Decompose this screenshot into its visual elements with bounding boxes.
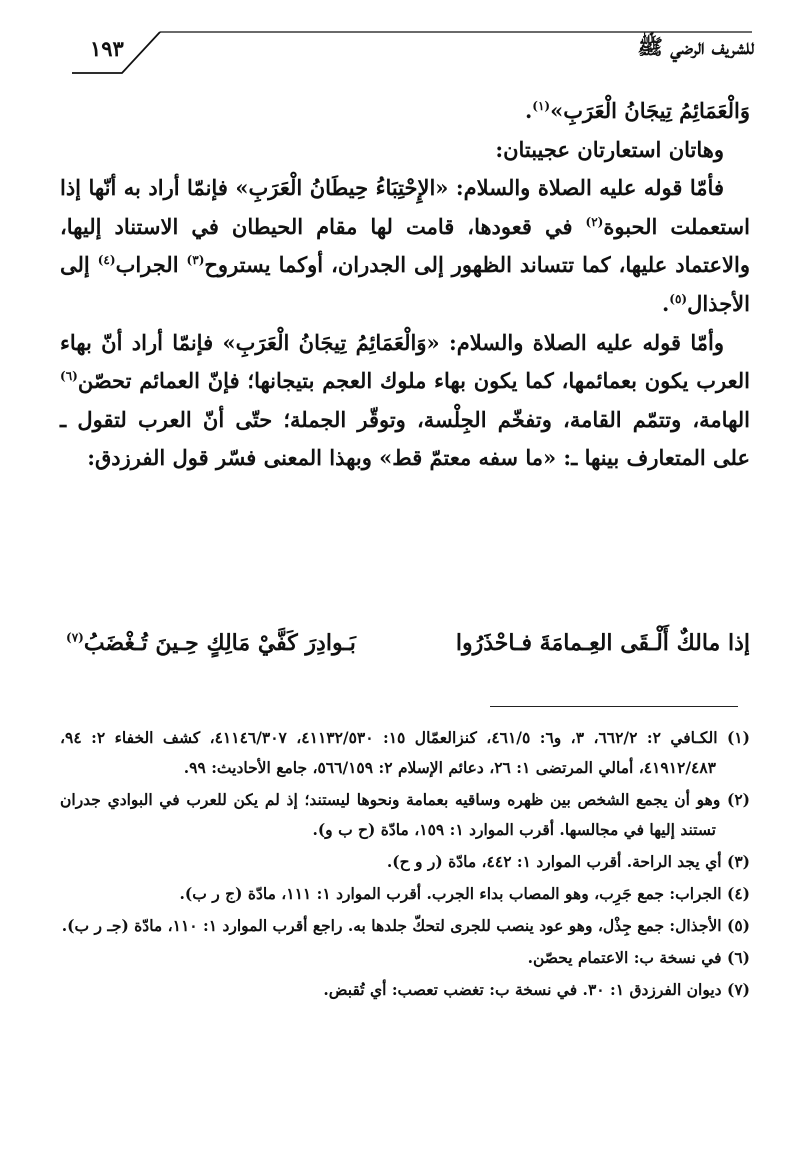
paragraph-1: وَالْعَمَائِمُ تِيجَانُ الْعَرَبِ»$^{(١)}$. xyxy=(524,98,750,123)
footnote-ref-2[interactable]: (٢) xyxy=(585,214,604,229)
footnote-6: (٦) في نسخة ب: الاعتمام يحصّن. xyxy=(527,948,750,967)
footnote-ref-6[interactable]: (٦) xyxy=(60,369,78,384)
footnote-ref-1[interactable]: (١) xyxy=(532,99,551,113)
footnote-ref-7[interactable]: (٧) xyxy=(66,630,84,645)
footnote-7: (٧) ديوان الفرزدق ١: ٣٠. في نسخة ب: تغضب تعصب: أي تُقبض. xyxy=(323,980,750,999)
paragraph-4: وأمّا قوله عليه الصلاة والسلام: «وَالْعَمَائِمُ تِيجَانُ الْعَرَبِ» فإنمّا أراد أنّ بهاء العرب يكون بعمائمها، كما يكون بهاء ملوك العجم بتيجانها؛ فإنّ العمائم تحصّن$^{(٦)}$ الهامة، وتتمّم القامة، وتفخّم الجِلْسة، وتوقّر الجملة؛ حتّى أنّ العرب لتقول ـ على المتعارف بينها ـ: «ما سفه معتمّ قط» وبهذا المعنى فسّر قول الفرزدق: xyxy=(60,329,750,471)
footnote-4: (٤) الجراب: جمع جَرِب، وهو المصاب بداء الجرب. أقرب الموارد ١: ١١١، مادّة (ج ر ب). xyxy=(179,884,750,903)
footnotes xyxy=(60,723,750,1007)
footnote-separator xyxy=(490,706,738,707)
verse-second-hemistich: بَـوادِرَ كَفَّيْ مَالِكٍ حِـينَ تُـغْضَبُ$^{(٧)}$ xyxy=(66,630,356,656)
footnote-ref-4[interactable]: (٤) xyxy=(97,253,116,268)
footnote-1: (١) الكـافي ٢: ٦٦٢/٢، ٣، و٦: ٤٦١/٥، كنزالعمّال ١٥: ٤١١٣٢/٥٣٠، ٤١١٤٦/٣٠٧، كشف الخفاء ٢: ٩٤، ٤١٩١٢/٤٨٣، أمالي المرتضى ١: ٢٦، دعائم الإسلام ٢: ٥٦٦/١٥٩، جامع الأحاديث: ٩٩. xyxy=(60,728,750,777)
paragraph-3: فأمّا قوله عليه الصلاة والسلام: «الإِحْتِبَاءُ حِيطَانُ الْعَرَبِ» فإنمّا أراد به أنّها إذا استعملت الحبوة$^{(٢)}$ في قعودها، قامت لها مقام الحيطان في الاستناد إليها، والاعتماد عليها، كما تتساند الظهور إلى الجدران، أوكما يستروح$^{(٣)}$ الجراب$^{(٤)}$ إلى الأجذال$^{(٥)}$. xyxy=(60,175,750,316)
running-header-title: للشريف الرضي ﷺ xyxy=(637,34,754,59)
verse-first-hemistich: إذا مالكٌ أَلْـقَى العِـمامَةَ فـاحْذَرُوا xyxy=(455,630,750,656)
footnote-2: (٢) وهو أن يجمع الشخص بين ظهره وساقيه بعمامة ونحوها ليستند؛ إذ لم يكن للعرب في البوادي جدران تستند إليها في مجالسها. أقرب الموارد ١: ١٥٩، مادّة (ح ب و). xyxy=(60,790,750,839)
page-number: ١٩٣ xyxy=(90,36,124,61)
footnote-ref-5[interactable]: (٥) xyxy=(669,291,688,306)
footnote-3: (٣) أي يجد الراحة. أقرب الموارد ١: ٤٤٢، مادّة (ر و ح). xyxy=(386,852,750,871)
footnote-5: (٥) الأجذال: جمع جِذْل، وهو عود ينصب للجرى لتحكّ جلدها به. راجع أقرب الموارد ١: ١١٠، مادّة (جـ ر ب). xyxy=(61,916,750,935)
main-text xyxy=(60,92,750,478)
paragraph-2: وهاتان استعارتان عجيبتان: xyxy=(495,136,724,162)
footnote-ref-3[interactable]: (٣) xyxy=(186,253,205,268)
